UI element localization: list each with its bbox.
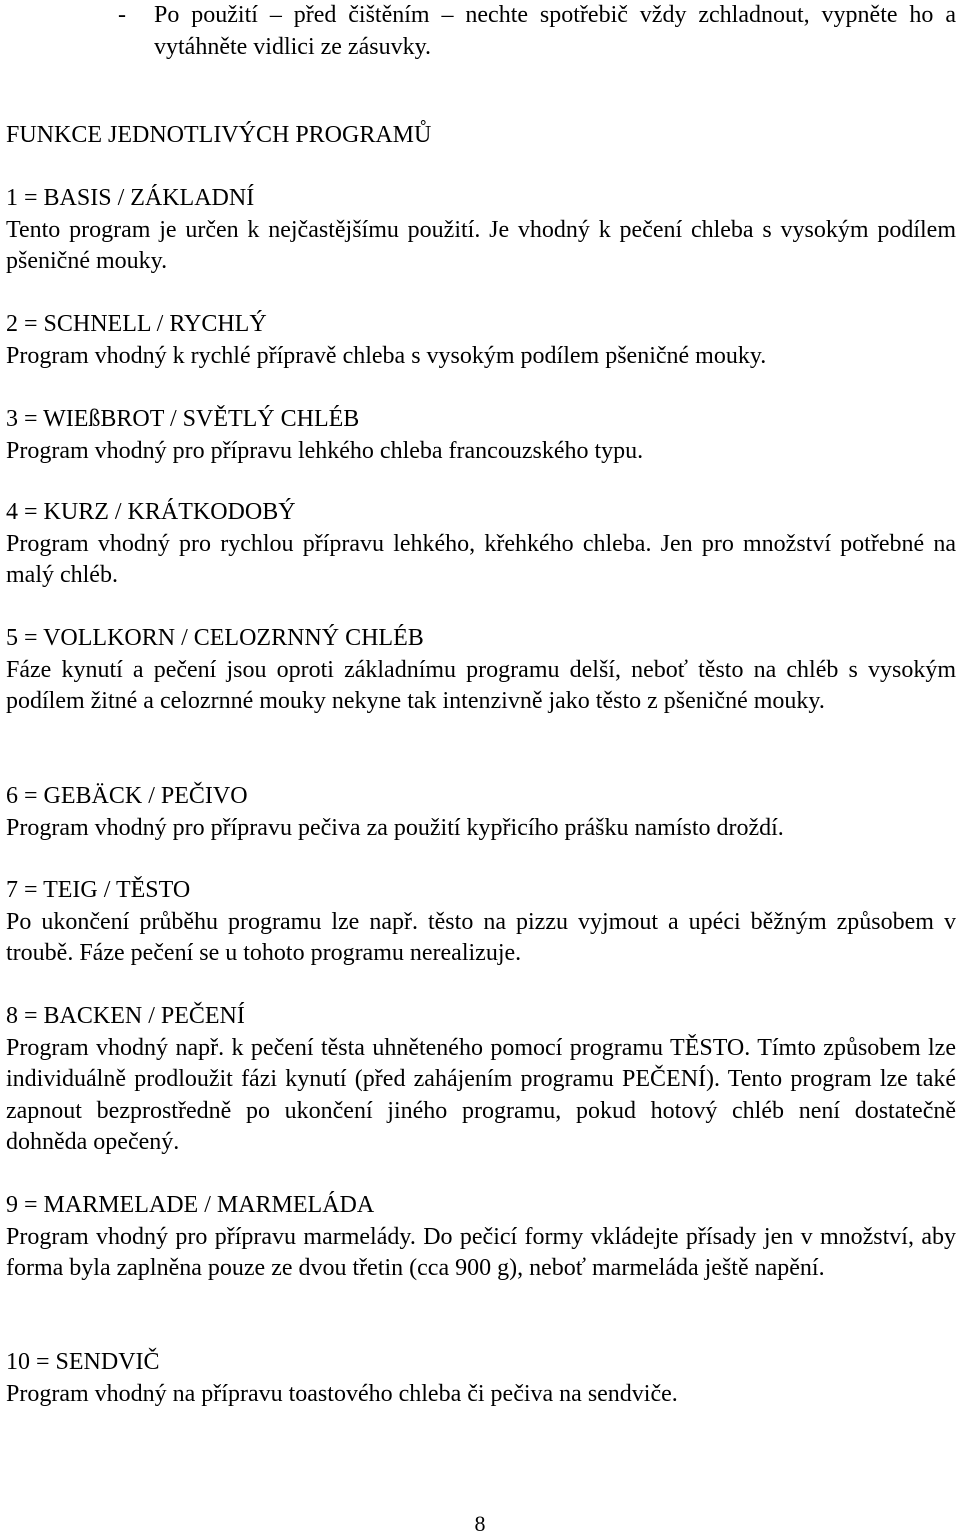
program-description: Program vhodný k rychlé přípravě chleba s vysokým podílem pšeničné mouky. (6, 342, 767, 369)
program-description: Program vhodný pro přípravu marmelády. Do pečicí formy vkládejte přísady jen v množství, aby forma byla zaplněna pouze ze dvou třetin (cca 900 g), neboť marmeláda ještě napění. (6, 1223, 956, 1281)
program-description: Program vhodný na přípravu toastového chleba či pečiva na sendviče. (6, 1380, 678, 1407)
program-description: Program vhodný pro rychlou přípravu lehkého, křehkého chleba. Jen pro množství potřebné na malý chléb. (6, 530, 956, 588)
program-6 (6, 781, 956, 844)
document-page (6, 0, 956, 1407)
program-title: 2 = SCHNELL / RYCHLÝ (6, 311, 267, 337)
section-heading: FUNKCE JEDNOTLIVÝCH PROGRAMŮ (6, 122, 432, 148)
program-8 (6, 1001, 956, 1159)
program-title: 7 = TEIG / TĚSTO (6, 877, 191, 903)
program-description: Program vhodný např. k pečení těsta uhněteného pomocí programu TĚSTO. Tímto způsobem lze individuálně prodloužit fázi kynutí (před zahájením programu PEČENÍ). Tento program lze také zapnout bezprostředně po ukončení jiného programu, pokud hotový chléb není dostatečně dohněda opečený. (6, 1034, 956, 1155)
program-3 (6, 404, 956, 467)
cleaning-note-text: Po použití – před čištěním – nechte spotřebič vždy zchladnout, vypněte ho a vytáhněte vidlici ze zásuvky. (154, 2, 956, 60)
program-title: 6 = GEBÄCK / PEČIVO (6, 783, 248, 809)
program-5 (6, 623, 956, 718)
program-4 (6, 497, 956, 592)
program-title: 8 = BACKEN / PEČENÍ (6, 1003, 245, 1029)
cleaning-note (6, 0, 956, 63)
program-title: 5 = VOLLKORN / CELOZRNNÝ CHLÉB (6, 625, 424, 651)
program-description: Tento program je určen k nejčastějšímu použití. Je vhodný k pečení chleba s vysokým podílem pšeničné mouky. (6, 216, 956, 274)
program-description: Program vhodný pro přípravu lehkého chleba francouzského typu. (6, 437, 644, 464)
program-title: 9 = MARMELADE / MARMELÁDA (6, 1192, 375, 1218)
program-title: 3 = WIEßBROT / SVĚTLÝ CHLÉB (6, 406, 360, 432)
program-2 (6, 309, 956, 372)
bullet-dash: - (118, 2, 126, 28)
program-description: Program vhodný pro přípravu pečiva za použití kypřicího prášku namísto droždí. (6, 814, 784, 841)
program-7 (6, 875, 956, 970)
program-description: Fáze kynutí a pečení jsou oproti základnímu programu delší, neboť těsto na chléb s vysokým podílem žitné a celozrnné mouky nekyne tak intenzivně jako těsto z pšeničné mouky. (6, 656, 956, 714)
program-10 (6, 1347, 956, 1410)
page-number: 8 (474, 1511, 486, 1536)
program-title: 1 = BASIS / ZÁKLADNÍ (6, 185, 255, 211)
program-9 (6, 1190, 956, 1285)
program-description: Po ukončení průběhu programu lze např. těsto na pizzu vyjmout a upéci běžným způsobem v troubě. Fáze pečení se u tohoto programu nerealizuje. (6, 908, 956, 966)
program-title: 10 = SENDVIČ (6, 1349, 160, 1375)
program-1 (6, 183, 956, 278)
program-title: 4 = KURZ / KRÁTKODOBÝ (6, 499, 296, 525)
